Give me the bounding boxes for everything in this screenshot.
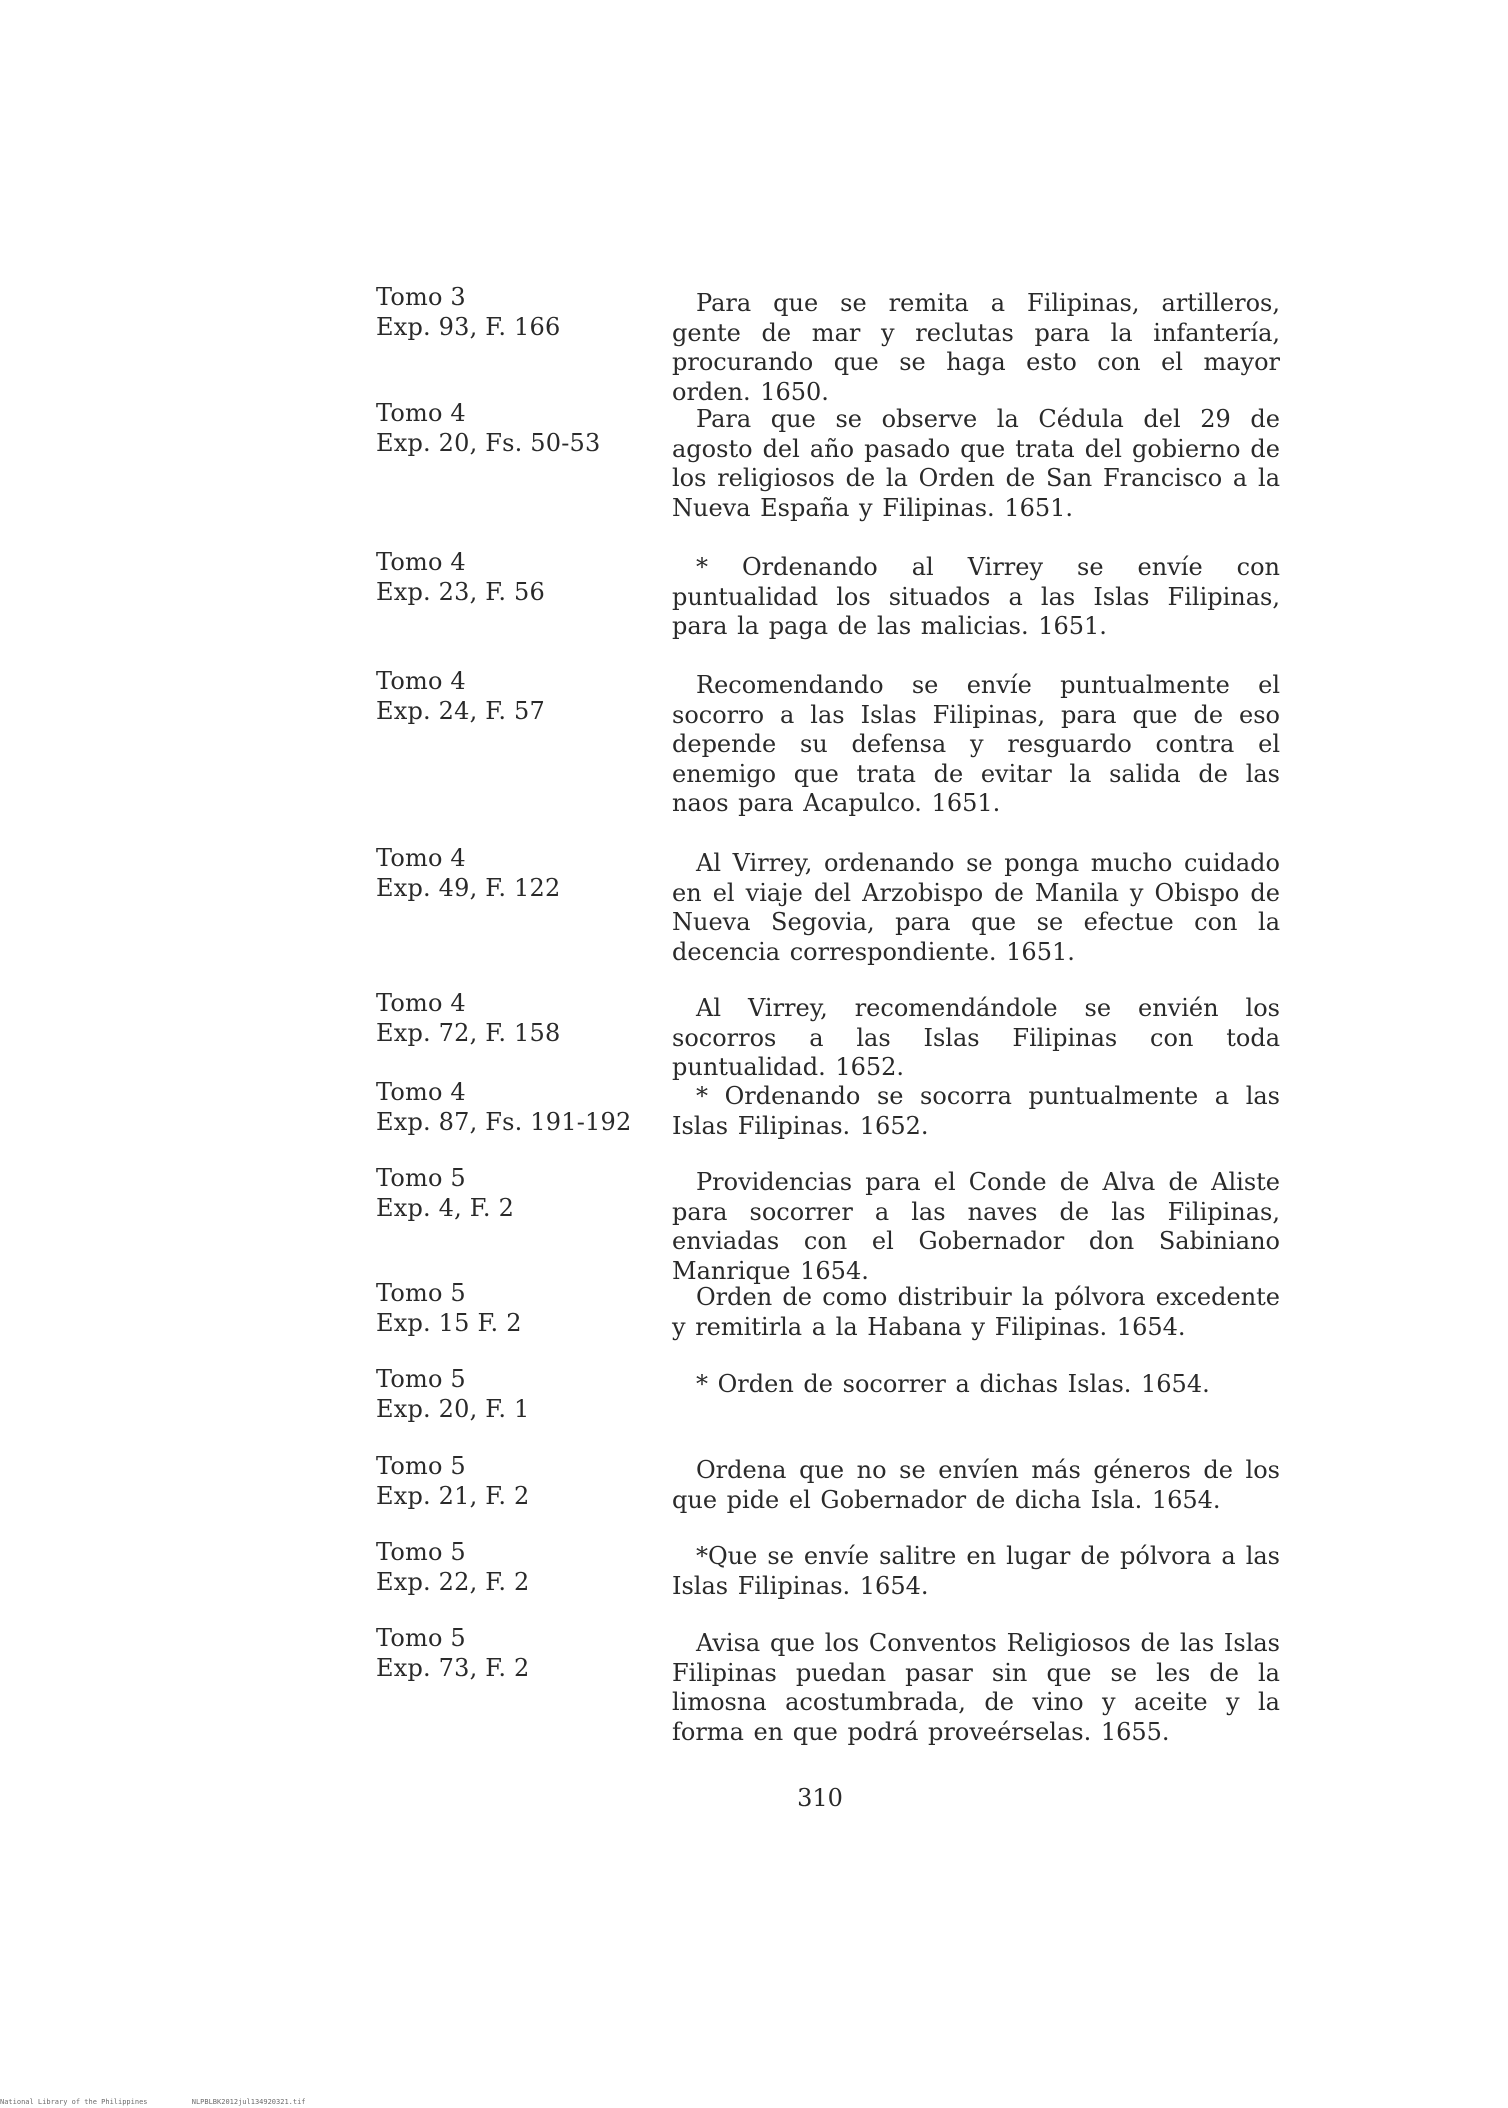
entry-9-tomo: Tomo 5 — [376, 1279, 466, 1307]
entry-1-description: Para que se remita a Filipinas, artilleros, gente de mar y reclutas para la infantería, procurando que se haga esto con el mayor orden. 1650. — [672, 289, 1280, 406]
entry-3-description: * Ordenando al Virrey se envíe con puntualidad los situados a las Islas Filipinas, para la paga de las malicias. 1651. — [672, 553, 1280, 640]
entry-4-exp: Exp. 24, F. 57 — [376, 697, 545, 725]
entry-1-exp: Exp. 93, F. 166 — [376, 313, 561, 341]
entry-12-tomo: Tomo 5 — [376, 1538, 466, 1566]
entry-7-exp: Exp. 87, Fs. 191-192 — [376, 1108, 632, 1136]
entry-6-description: Al Virrey, recomendándole se envién los socorros a las Islas Filipinas con toda puntualidad. 1652. — [672, 994, 1280, 1081]
entry-8-reference — [376, 1163, 636, 1223]
entry-2-tomo: Tomo 4 — [376, 399, 466, 427]
entry-5-description: Al Virrey, ordenando se ponga mucho cuidado en el viaje del Arzobispo de Manila y Obispo de Nueva Segovia, para que se efectue con la decencia correspondiente. 1651. — [672, 849, 1280, 966]
entry-2-description: Para que se observe la Cédula del 29 de agosto del año pasado que trata del gobierno de los religiosos de la Orden de San Francisco a la Nueva España y Filipinas. 1651. — [672, 405, 1280, 522]
entry-12-description: *Que se envíe salitre en lugar de pólvora a las Islas Filipinas. 1654. — [672, 1542, 1280, 1600]
scan-footer — [0, 2098, 346, 2106]
entry-7-tomo: Tomo 4 — [376, 1078, 466, 1106]
entry-5-tomo: Tomo 4 — [376, 844, 466, 872]
footer-file-id: NLPBLBK2012jul134920321.tif — [191, 2098, 306, 2106]
entry-7-description: * Ordenando se socorra puntualmente a las Islas Filipinas. 1652. — [672, 1082, 1280, 1140]
entry-6-tomo: Tomo 4 — [376, 989, 466, 1017]
entry-3-exp: Exp. 23, F. 56 — [376, 578, 545, 606]
entry-3-tomo: Tomo 4 — [376, 548, 466, 576]
entry-11-exp: Exp. 21, F. 2 — [376, 1482, 530, 1510]
entry-10-tomo: Tomo 5 — [376, 1365, 466, 1393]
entry-4-reference — [376, 666, 636, 726]
entry-12-reference — [376, 1537, 636, 1597]
entry-8-exp: Exp. 4, F. 2 — [376, 1194, 515, 1222]
entry-11-reference — [376, 1451, 636, 1511]
entry-10-description: * Orden de socorrer a dichas Islas. 1654. — [696, 1370, 1210, 1398]
entry-8-tomo: Tomo 5 — [376, 1164, 466, 1192]
entry-1-tomo: Tomo 3 — [376, 283, 466, 311]
entry-13-reference — [376, 1623, 636, 1683]
page-number: 310 — [797, 1784, 843, 1812]
footer-library: National Library of the Philippines — [0, 2098, 148, 2106]
entry-13-tomo: Tomo 5 — [376, 1624, 466, 1652]
entry-1-reference — [376, 282, 636, 342]
entry-3-reference — [376, 547, 636, 607]
entry-5-exp: Exp. 49, F. 122 — [376, 874, 561, 902]
entry-9-reference — [376, 1278, 636, 1338]
entry-9-description: Orden de como distribuir la pólvora excedente y remitirla a la Habana y Filipinas. 1654. — [672, 1283, 1280, 1341]
entry-9-exp: Exp. 15 F. 2 — [376, 1309, 522, 1337]
entry-10-reference — [376, 1364, 636, 1424]
entry-10-exp: Exp. 20, F. 1 — [376, 1395, 530, 1423]
entry-11-description: Ordena que no se envíen más géneros de los que pide el Gobernador de dicha Isla. 1654. — [672, 1456, 1280, 1514]
entry-4-description: Recomendando se envíe puntualmente el socorro a las Islas Filipinas, para que de eso depende su defensa y resguardo contra el enemigo que trata de evitar la salida de las naos para Acapulco. 1651. — [672, 671, 1280, 817]
entry-2-exp: Exp. 20, Fs. 50-53 — [376, 429, 601, 457]
entry-5-reference — [376, 843, 636, 903]
entry-6-exp: Exp. 72, F. 158 — [376, 1019, 561, 1047]
entry-8-description: Providencias para el Conde de Alva de Aliste para socorrer a las naves de las Filipinas, enviadas con el Gobernador don Sabiniano Manrique 1654. — [672, 1168, 1280, 1285]
entry-6-reference — [376, 988, 636, 1048]
entry-2-reference — [376, 398, 636, 458]
entry-13-exp: Exp. 73, F. 2 — [376, 1654, 530, 1682]
entry-7-reference — [376, 1077, 636, 1137]
entry-4-tomo: Tomo 4 — [376, 667, 466, 695]
entry-13-description: Avisa que los Conventos Religiosos de las Islas Filipinas puedan pasar sin que se les de la limosna acostumbrada, de vino y aceite y la forma en que podrá proveérselas. 1655. — [672, 1629, 1280, 1746]
entry-11-tomo: Tomo 5 — [376, 1452, 466, 1480]
entry-12-exp: Exp. 22, F. 2 — [376, 1568, 530, 1596]
